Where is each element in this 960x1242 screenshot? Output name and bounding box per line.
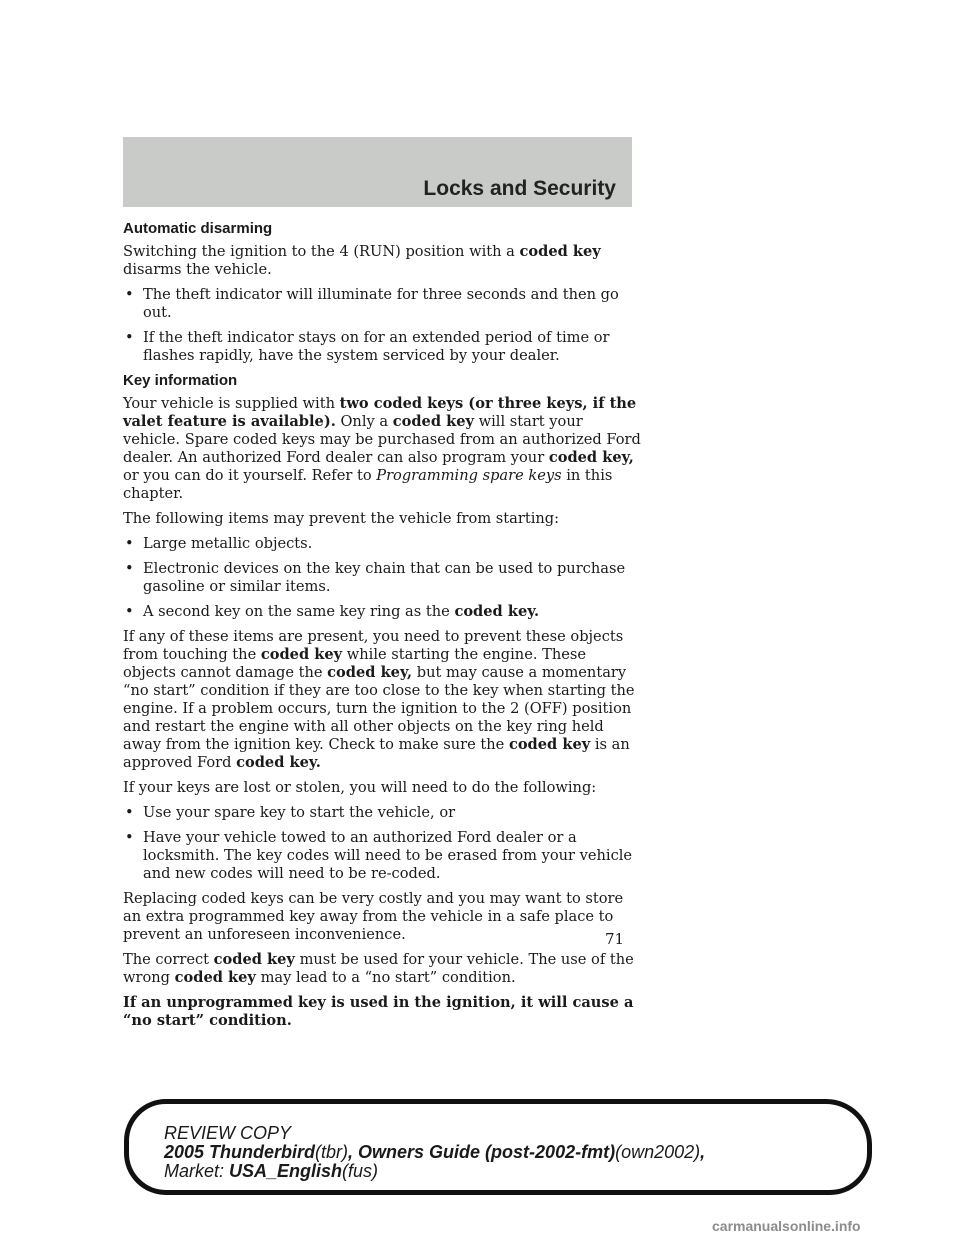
guide-code: (own2002): [615, 1142, 701, 1162]
review-copy-text: [164, 1124, 705, 1181]
review-line-2: [164, 1143, 705, 1162]
model-code: (tbr): [315, 1142, 349, 1162]
coded-key-term: coded key,: [327, 664, 413, 681]
paragraph: [123, 951, 643, 987]
section-header-band: [123, 137, 632, 207]
paragraph: [123, 395, 643, 503]
coded-key-term: coded key: [260, 646, 343, 663]
coded-key-term: coded key: [174, 969, 256, 986]
bullet-icon: •: [125, 804, 134, 821]
coded-key-term: coded key,: [548, 449, 634, 466]
bullet-icon: •: [125, 329, 134, 346]
review-line-1: REVIEW COPY: [164, 1123, 292, 1143]
coded-key-term: coded key.: [236, 754, 321, 771]
separator: ,: [700, 1142, 706, 1162]
bullet-icon: •: [125, 829, 134, 846]
text: while starting the engine. These objects cannot damage the: [123, 646, 587, 681]
list-item-text: If the theft indicator stays on for an extended period of time or flashes rapidly, have the system serviced by your dealer.: [143, 329, 610, 364]
bold-text: two coded keys (or three keys, if the valet feature is available).: [123, 395, 637, 430]
coded-key-term: coded key: [519, 243, 601, 260]
model-name: 2005 Thunderbird: [164, 1142, 316, 1162]
watermark: carmanualsonline.info: [712, 1218, 861, 1234]
paragraph: [123, 628, 643, 772]
paragraph: If your keys are lost or stolen, you will need to do the following:: [123, 779, 597, 796]
page-content: [123, 220, 643, 1037]
text: If any of these items are present, you need to prevent these objects from touching the: [123, 628, 624, 663]
text: will start your vehicle. Spare coded keys may be purchased from an authorized Ford dealer. An authorized Ford dealer can also program your: [123, 413, 641, 466]
text: in this chapter.: [123, 467, 613, 502]
list-item: [123, 603, 643, 621]
heading-key-information: Key information: [123, 372, 238, 389]
text: disarms the vehicle.: [123, 261, 272, 278]
bullet-icon: •: [125, 560, 134, 577]
warning-paragraph: If an unprogrammed key is used in the ignition, it will cause a “no start” condition.: [123, 994, 634, 1029]
list-item: [123, 804, 643, 822]
coded-key-term: coded key: [392, 413, 474, 430]
text: Only a: [340, 413, 389, 430]
text: must be used for your vehicle. The use of the wrong: [123, 951, 634, 986]
market-label: Market:: [164, 1161, 230, 1181]
paragraph: [123, 243, 643, 279]
text: but may cause a momentary “no start” condition if they are too close to the key when starting the engine. If a problem occurs, turn the ignition to the 2 (OFF) position and restart the engine with all other objects on the key ring held away from the ignition key. Check to make sure the: [123, 664, 635, 753]
list-item: [123, 535, 643, 553]
text: or you can do it yourself. Refer to: [123, 467, 372, 484]
list-item-text: The theft indicator will illuminate for three seconds and then go out.: [143, 286, 619, 321]
bullet-icon: •: [125, 603, 134, 620]
coded-key-term: coded key.: [454, 603, 540, 620]
guide-name: , Owners Guide (post-2002-fmt): [348, 1142, 616, 1162]
market-value: USA_English: [229, 1161, 343, 1181]
paragraph: Replacing coded keys can be very costly and you may want to store an extra programmed key away from the vehicle in a safe place to prevent an unforeseen inconvenience.: [123, 890, 624, 943]
heading-automatic-disarming: Automatic disarming: [123, 220, 273, 237]
paragraph: The following items may prevent the vehicle from starting:: [123, 510, 560, 527]
list-item-text: Use your spare key to start the vehicle, or: [143, 804, 456, 821]
review-line-3: [164, 1162, 705, 1181]
list-item: [123, 829, 643, 883]
coded-key-term: coded key: [508, 736, 591, 753]
section-title: Locks and Security: [423, 177, 616, 200]
text: The correct: [123, 951, 209, 968]
market-code: (fus): [342, 1161, 379, 1181]
list-item: [123, 560, 643, 596]
text: is an approved Ford: [123, 736, 630, 771]
list-item-text: Large metallic objects.: [143, 535, 313, 552]
text: Your vehicle is supplied with: [123, 395, 335, 412]
text: Switching the ignition to the 4 (RUN) position with a: [123, 243, 515, 260]
bullet-icon: •: [125, 535, 134, 552]
list-item-text: Electronic devices on the key chain that can be used to purchase gasoline or similar items.: [143, 560, 626, 595]
list-item-text: Have your vehicle towed to an authorized Ford dealer or a locksmith. The key codes will need to be erased from your vehicle and new codes will need to be re-coded.: [143, 829, 633, 882]
list-item: [123, 286, 643, 322]
cross-reference: Programming spare keys: [376, 467, 562, 484]
list-item: [123, 329, 643, 365]
text: may lead to a “no start” condition.: [260, 969, 516, 986]
coded-key-term: coded key: [213, 951, 295, 968]
bullet-icon: •: [125, 286, 134, 303]
list-item-text: A second key on the same key ring as the: [143, 603, 450, 620]
page-number: 71: [605, 930, 625, 948]
